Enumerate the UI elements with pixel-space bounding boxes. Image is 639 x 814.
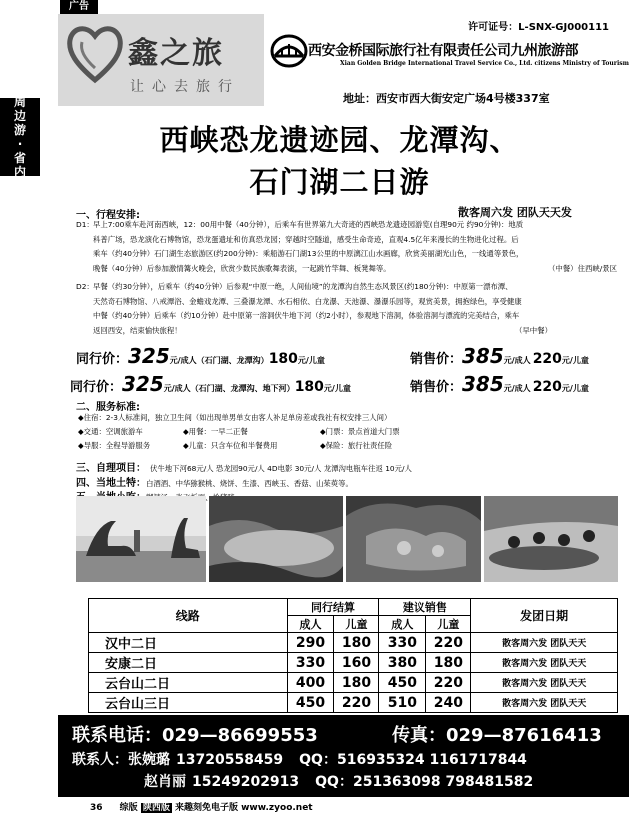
itinerary-heading: 一、行程安排: (76, 210, 140, 221)
contact-person-1 (72, 749, 527, 769)
footer-text: 来趣刻免电子版 www.zyoo.net (174, 803, 313, 813)
specialty-heading: 四、当地土特： (76, 478, 146, 489)
price-row-1 (76, 344, 325, 368)
day2-line: 早餐（约30分钟），后乘车（约40分钟）后参观“中原一绝，人间仙境”的龙潭沟自然生态风景区(约180分钟)：中原第一漂布潭、 (93, 282, 513, 291)
phone-number: 029—86699553 (162, 725, 318, 746)
contact-name: 赵肖丽 (144, 774, 186, 790)
retail-header: 建议销售 (379, 599, 471, 616)
page-footer (90, 800, 313, 813)
service-accommodation: ◆住宿：2-3人标准间，独立卫生间（如出现单男单女由客人补足单房差或我社有权安排三人间） (78, 413, 392, 422)
price-note: 元/成人（石门湖、龙潭沟） (169, 356, 269, 365)
route-price-table (88, 598, 618, 713)
day2-line: 天然奇石博物馆、八戒潭浴、金蟾戏龙潭、三叠瀑龙潭、水石相依、白龙瀑、天池瀑、瀑瀑乐园等，观赏美景，拥抱绿色，享受健康 (93, 296, 522, 306)
agency-adult-cell: 450 (287, 693, 334, 713)
cave-photo (346, 496, 481, 582)
day1-stay: （中餐）住西峡/景区 (548, 263, 618, 273)
table-row (89, 693, 618, 713)
agency-child-cell: 220 (334, 693, 379, 713)
brand-logo-box (58, 14, 264, 106)
contact-phone: 15249202913 (192, 774, 300, 790)
retail-price-label: 销售价： (410, 352, 463, 367)
price-note: 元/成人（石门湖、龙潭沟、地下河） (163, 384, 295, 393)
retail-adult-cell: 330 (379, 633, 426, 653)
departure-header: 发团日期 (471, 599, 618, 633)
agency-adult-header: 成人 (287, 616, 334, 633)
agency-child-cell: 180 (334, 673, 379, 693)
price-unit: 元/成人 (503, 356, 531, 365)
phone-label: 联系电话： (72, 725, 162, 746)
qq-number: 251363098 798481582 (352, 774, 534, 790)
departure-cell: 散客周六发 团队天天 (471, 653, 618, 673)
agency-adult-cell: 330 (287, 653, 334, 673)
table-row (89, 673, 618, 693)
day2-label: D2： (76, 282, 94, 291)
retail-adult-price: 385 (462, 344, 504, 368)
contact-person-label: 联系人： (72, 752, 128, 768)
day2-line: 返回西安，结束愉快旅程！ (93, 325, 182, 335)
route-header: 线路 (89, 599, 288, 633)
edition-label: 综版 (119, 803, 138, 813)
service-line3-guide: ◆导服：全程导游服务 (78, 441, 151, 450)
agency-adult-cell: 400 (287, 673, 334, 693)
page-number: 36 (90, 803, 103, 813)
route-name: 云台山二日 (89, 673, 288, 693)
retail-child-cell: 240 (426, 693, 471, 713)
retail-row-2 (410, 372, 589, 396)
retail-child-price: 220 (532, 351, 562, 367)
price-unit: 元/儿童 (323, 384, 351, 393)
price-row-2 (70, 372, 351, 396)
agency-child-header: 儿童 (334, 616, 379, 633)
company-name: 西安金桥国际旅行社有限责任公司九州旅游部 (308, 43, 578, 59)
company-address: 地址：西安市西大街安定广场4号楼337室 (343, 92, 550, 105)
agency-adult-cell: 290 (287, 633, 334, 653)
day2-block (93, 280, 633, 338)
optional-text: 伏牛地下河68元/人 恐龙园90元/人 4D电影 30元/人 龙潭沟电瓶车往返 10元/人 (150, 464, 412, 473)
day1-label: D1： (76, 220, 94, 229)
contact-phone: 13720558459 (176, 752, 284, 768)
day1-line: 早上7:00乘车赴河南西峡，12：00用中餐（40分钟），后乘车有世界第九大奇迹的西峡恐龙遗迹园游览(自理90元 约90分钟)：地质 (93, 220, 524, 229)
route-name: 云台山三日 (89, 693, 288, 713)
fax-label: 传真： (392, 725, 446, 746)
agency-child-price: 180 (294, 379, 324, 395)
day2-meal: （早中餐） (515, 325, 552, 335)
retail-adult-cell: 380 (379, 653, 426, 673)
optional-heading: 三、自理项目： (76, 463, 146, 474)
service-line3-children: ◆儿童：只含车位和半餐费用 (183, 441, 278, 450)
dinosaur-park-photo (76, 496, 206, 582)
day2-line: 中餐（约40分钟）后乘车（约10分钟）赴中原第一溶洞伏牛地下河（约2小时），参观地下溶洞，体验溶洞与漂流的完美结合，乘车 (93, 311, 520, 321)
specialty-text: 白酒酒、中华猕猴桃、烧饼、生漆、西峡玉、香菇、山茱萸等。 (146, 479, 353, 488)
qq-number: 516935324 1161717844 (336, 752, 527, 768)
route-name: 汉中二日 (89, 633, 288, 653)
service-line2-meals: ◆用餐：一早二正餐 (183, 427, 248, 436)
table-row (89, 633, 618, 653)
retail-child-cell: 220 (426, 673, 471, 693)
price-unit: 元/儿童 (561, 384, 589, 393)
logo-name: 鑫之旅 (128, 36, 224, 71)
fax-number: 029—87616413 (446, 725, 602, 746)
departure-cell: 散客周六发 团队天天 (471, 673, 618, 693)
table-row (89, 653, 618, 673)
departure-cell: 散客周六发 团队天天 (471, 633, 618, 653)
retail-adult-cell: 450 (379, 673, 426, 693)
agency-child-cell: 180 (334, 633, 379, 653)
retail-adult-cell: 510 (379, 693, 426, 713)
price-unit: 元/成人 (503, 384, 531, 393)
service-line3-insurance: ◆保险：旅行社责任险 (320, 441, 393, 450)
route-name: 安康二日 (89, 653, 288, 673)
agency-price-label: 同行价： (76, 352, 129, 367)
tour-title-line2: 石门湖二日游 (249, 165, 430, 199)
price-unit: 元/儿童 (297, 356, 325, 365)
service-line2-transport: ◆交通：空调旅游车 (78, 427, 143, 436)
retail-child-price: 220 (532, 379, 562, 395)
retail-adult-header: 成人 (379, 616, 426, 633)
company-name-en: Xian Golden Bridge International Travel Service Co., Ltd. citizens Ministry of Tourism (340, 60, 629, 67)
retail-child-header: 儿童 (426, 616, 471, 633)
day1-block (93, 218, 633, 276)
qq-label: QQ： (315, 774, 353, 790)
retail-child-cell: 180 (426, 653, 471, 673)
itinerary-schedule: 散客周六发 团队天天发 (458, 206, 572, 219)
region-label: 陕西版 (142, 803, 170, 813)
departure-cell: 散客周六发 团队天天 (471, 693, 618, 713)
phone-line (72, 721, 318, 747)
fax-line (392, 721, 602, 747)
rafting-photo (484, 496, 618, 582)
service-line2-tickets: ◆门票：景点首道大门票 (320, 427, 400, 436)
agency-child-cell: 160 (334, 653, 379, 673)
agency-adult-price: 325 (122, 372, 164, 396)
price-unit: 元/儿童 (561, 356, 589, 365)
day1-line: 晚餐（40分钟）后参加激情篝火晚会，欣赏少数民族歌舞表演，一起跳竹竿舞、板凳舞等。 (93, 263, 391, 273)
retail-child-cell: 220 (426, 633, 471, 653)
agency-header: 同行结算 (287, 599, 379, 616)
agency-price-label: 同行价： (70, 380, 123, 395)
services-heading: 二、服务标准: (76, 402, 140, 413)
side-category-label: 周 边 游 · 省 内 (0, 98, 40, 176)
lake-photo (209, 496, 343, 582)
retail-row-1 (410, 344, 589, 368)
table-header-row (89, 599, 618, 616)
contact-person-2 (144, 771, 533, 791)
day1-line: 乘车（约40分钟）石门湖生态旅游区(约200分钟)：乘船游石门湖13公里的中原漓江山水画廊，欣赏美丽湖光山色，一线通等景色， (93, 249, 524, 259)
ad-tag: 广告 (60, 0, 98, 14)
agency-adult-price: 325 (128, 344, 170, 368)
day1-line: 科普广场，恐龙演化石博物馆，恐龙蛋遗址和仿真恐龙园；穿越时空隧道，感受生命奇迹，直观4.5亿年来漫长的生物进化过程。后 (93, 234, 519, 244)
permit-number: 许可证号：L-SNX-GJ000111 (468, 22, 609, 33)
agency-child-price: 180 (268, 351, 298, 367)
bridge-logo-icon (270, 34, 308, 68)
retail-price-label: 销售价： (410, 380, 463, 395)
logo-slogan: 让心去旅行 (130, 79, 240, 95)
contact-name: 张婉璐 (128, 752, 170, 768)
qq-label: QQ： (299, 752, 337, 768)
contact-footer (58, 715, 629, 797)
retail-adult-price: 385 (462, 372, 504, 396)
heart-logo-icon (66, 22, 124, 84)
tour-title-line1: 西峡恐龙遗迹园、龙潭沟、 (159, 123, 520, 157)
